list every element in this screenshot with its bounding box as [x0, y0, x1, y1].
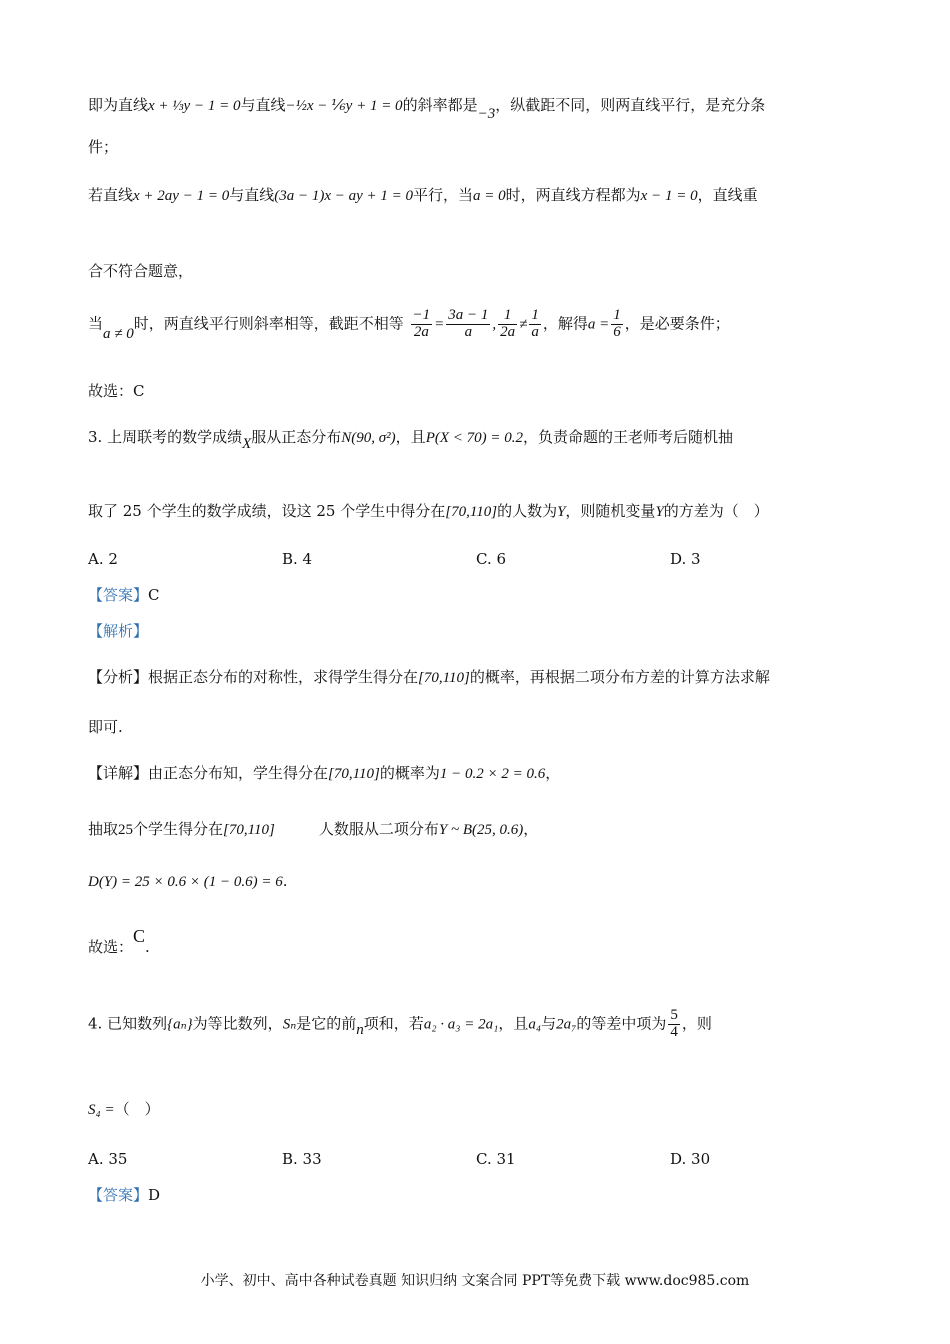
equation: a₂ · a₃ = 2a₁ [423, 1016, 499, 1033]
equation: x + ⅓y − 1 = 0 [148, 98, 241, 114]
analysis-heading [88, 620, 148, 641]
fraction-numerator: 5 [670, 1007, 678, 1023]
text: 是它的前 [296, 1014, 357, 1033]
question-3-line-1 [88, 426, 734, 452]
equation: a ≠ 0 [103, 326, 134, 343]
fraction [611, 308, 623, 341]
q3-option-c: C. 6 [476, 550, 507, 568]
text: 的等差中项为 [576, 1014, 667, 1033]
text: ， [545, 764, 561, 782]
q3-option-a: A. 2 [88, 550, 118, 568]
equation: Y ~ B(25, 0.6) [438, 822, 524, 838]
equation: (3a − 1)x − ay + 1 = 0 [274, 188, 414, 204]
variable: a₄ [528, 1016, 542, 1033]
text: 的概率，再根据二项分布方差的计算方法求解 [469, 668, 770, 686]
text: 个学生得分在 [133, 820, 224, 838]
text: . [282, 872, 288, 890]
equation: D(Y) = 25 × 0.6 × (1 − 0.6) = 6 [88, 874, 283, 890]
answer-tag: 【答案】 [88, 1186, 149, 1204]
q4-option-b: B. 33 [282, 1150, 322, 1168]
text: ，且 [498, 1014, 529, 1033]
equation: N(90, σ²) [341, 430, 396, 446]
analysis-tag: 【解析】 [88, 622, 149, 640]
text: 的斜率都是 [402, 96, 478, 114]
text: 的人数为 [497, 502, 558, 520]
solution-line-2 [88, 136, 118, 157]
detail-line-1 [88, 762, 560, 783]
fraction [411, 308, 433, 341]
text: ， [523, 820, 539, 838]
fraction [498, 308, 517, 341]
q4-option-a: A. 35 [88, 1150, 128, 1168]
text: 平行，当 [413, 186, 474, 204]
text: 即为直线 [88, 96, 149, 114]
fraction-denominator: 2a [413, 323, 429, 340]
variable: 2a₇ [556, 1016, 577, 1033]
answer-value: C [148, 586, 160, 604]
text: 故选：C [88, 382, 145, 400]
text: 为等比数列， [192, 1014, 283, 1033]
solution-line-5: 当a ≠ 0时，两直线平行则斜率相等，截距不相等 $\frac{-1}{2a}$ = $\frac{3a - 1}{a}$ , $\frac{1}{2a}$ ≠ $\frac{1}{a}$ ，解得a = $\frac{1}{6}$ ，是必要条件； [88, 307, 730, 343]
q3-option-b: B. 4 [282, 550, 313, 568]
text: . [145, 938, 150, 956]
text: ，负责命题的王老师考后随机抽 [523, 428, 734, 446]
page-footer: 小学、初中、高中各种试卷真题 知识归纳 文案合同 PPT等免费下载 www.doc985.com [200, 1273, 750, 1289]
text: 若直线 [88, 186, 134, 204]
fraction [668, 1008, 680, 1041]
text: 当 [88, 314, 104, 333]
question-3-line-2 [88, 500, 769, 521]
section-tag: 【分析】 [88, 668, 149, 686]
text: 即可. [88, 718, 123, 736]
interval: [70,110] [418, 670, 470, 686]
equation: 1 − 0.2 × 2 = 0.6 [439, 766, 546, 782]
answer-tag: 【答案】 [88, 586, 149, 604]
interval: [70,110] [328, 766, 380, 782]
answer-value: D [148, 1186, 161, 1204]
equation: x − 1 = 0 [640, 188, 698, 204]
section-tag: 【详解】 [88, 764, 149, 782]
equation: −½x − ⅙y + 1 = 0 [285, 98, 403, 114]
fraction-numerator: 1 [498, 308, 517, 325]
fraction-numerator: 3a − 1 [448, 307, 489, 323]
q3-option-d: D. 3 [670, 550, 701, 568]
conclusion-line [88, 926, 150, 957]
text: 与 [541, 1014, 557, 1033]
text: 抽取 [88, 820, 119, 838]
fraction-numerator: −1 [412, 307, 431, 323]
variable: Sₙ [282, 1016, 297, 1033]
text: ，是必要条件； [624, 314, 730, 333]
text: ，则随机变量 [565, 502, 656, 520]
text: 故选： [88, 938, 134, 956]
variable: X [242, 436, 252, 452]
number: 25 [118, 822, 134, 838]
fraction-denominator: 6 [613, 323, 621, 340]
text: 取了 25 个学生的数学成绩，设这 25 个学生中得分在 [88, 502, 446, 520]
answer-line [88, 584, 160, 605]
text: 人数服从二项分布 [318, 820, 439, 838]
text: （ ） [114, 1100, 160, 1118]
fraction-denominator: a [531, 323, 539, 340]
answer-4-line [88, 1184, 160, 1205]
fraction [529, 308, 541, 341]
fraction [446, 308, 490, 341]
sequence: {aₙ} [167, 1016, 193, 1033]
question-4-line-1 [88, 1008, 712, 1041]
variable: n [356, 1022, 364, 1039]
interval: [70,110] [223, 822, 275, 838]
fraction-denominator: 2a [500, 323, 516, 340]
text: ，则 [681, 1014, 712, 1033]
text: 项和，若 [363, 1014, 424, 1033]
text: 服从正态分布 [251, 428, 342, 446]
q4-option-d: D. 30 [670, 1150, 711, 1168]
equation: x + 2ay − 1 = 0 [133, 188, 230, 204]
solution-line-4 [88, 260, 193, 281]
text: 时，两直线平行则斜率相等，截距不相等 [133, 314, 404, 333]
text: ，直线重 [697, 186, 758, 204]
text: 的方差为（ ） [663, 502, 769, 520]
analysis-line-2 [88, 716, 123, 737]
equation: a = 0 [473, 188, 506, 204]
slope-value: −3 [477, 106, 496, 122]
fraction-denominator: a [464, 323, 473, 340]
text: 根据正态分布的对称性，求得学生得分在 [148, 668, 419, 686]
text: 件； [88, 138, 119, 156]
answer-letter: C [133, 926, 146, 946]
solution-line-6 [88, 380, 144, 401]
detail-line-2 [88, 818, 538, 839]
text: 时，两直线方程都为 [505, 186, 641, 204]
question-4-line-2 [88, 1098, 160, 1119]
variable: Y [655, 504, 664, 520]
text: 3. 上周联考的数学成绩 [88, 428, 243, 446]
fraction-numerator: 1 [613, 307, 621, 323]
solution-line-3 [88, 184, 758, 205]
text: 的概率为 [379, 764, 440, 782]
text: 由正态分布知，学生得分在 [148, 764, 329, 782]
text: ，且 [395, 428, 426, 446]
analysis-line-1 [88, 666, 770, 687]
variable: Y [557, 504, 566, 520]
text: 合不符合题意， [88, 262, 194, 280]
equation: P(X < 70) = 0.2 [425, 430, 523, 446]
text: 与直线 [240, 96, 286, 114]
text: ，纵截距不同，则两直线平行，是充分条 [495, 96, 766, 114]
solution-line-1 [88, 94, 766, 122]
q4-option-c: C. 31 [476, 1150, 516, 1168]
fraction-numerator: 1 [531, 307, 539, 323]
text: ，解得 [542, 314, 588, 333]
fraction-denominator: 4 [670, 1023, 678, 1040]
text: 与直线 [229, 186, 275, 204]
text: 4. 已知数列 [88, 1014, 168, 1033]
detail-line-3 [88, 872, 288, 891]
equation: S₄ = [88, 1102, 115, 1118]
interval: [70,110] [445, 504, 498, 520]
